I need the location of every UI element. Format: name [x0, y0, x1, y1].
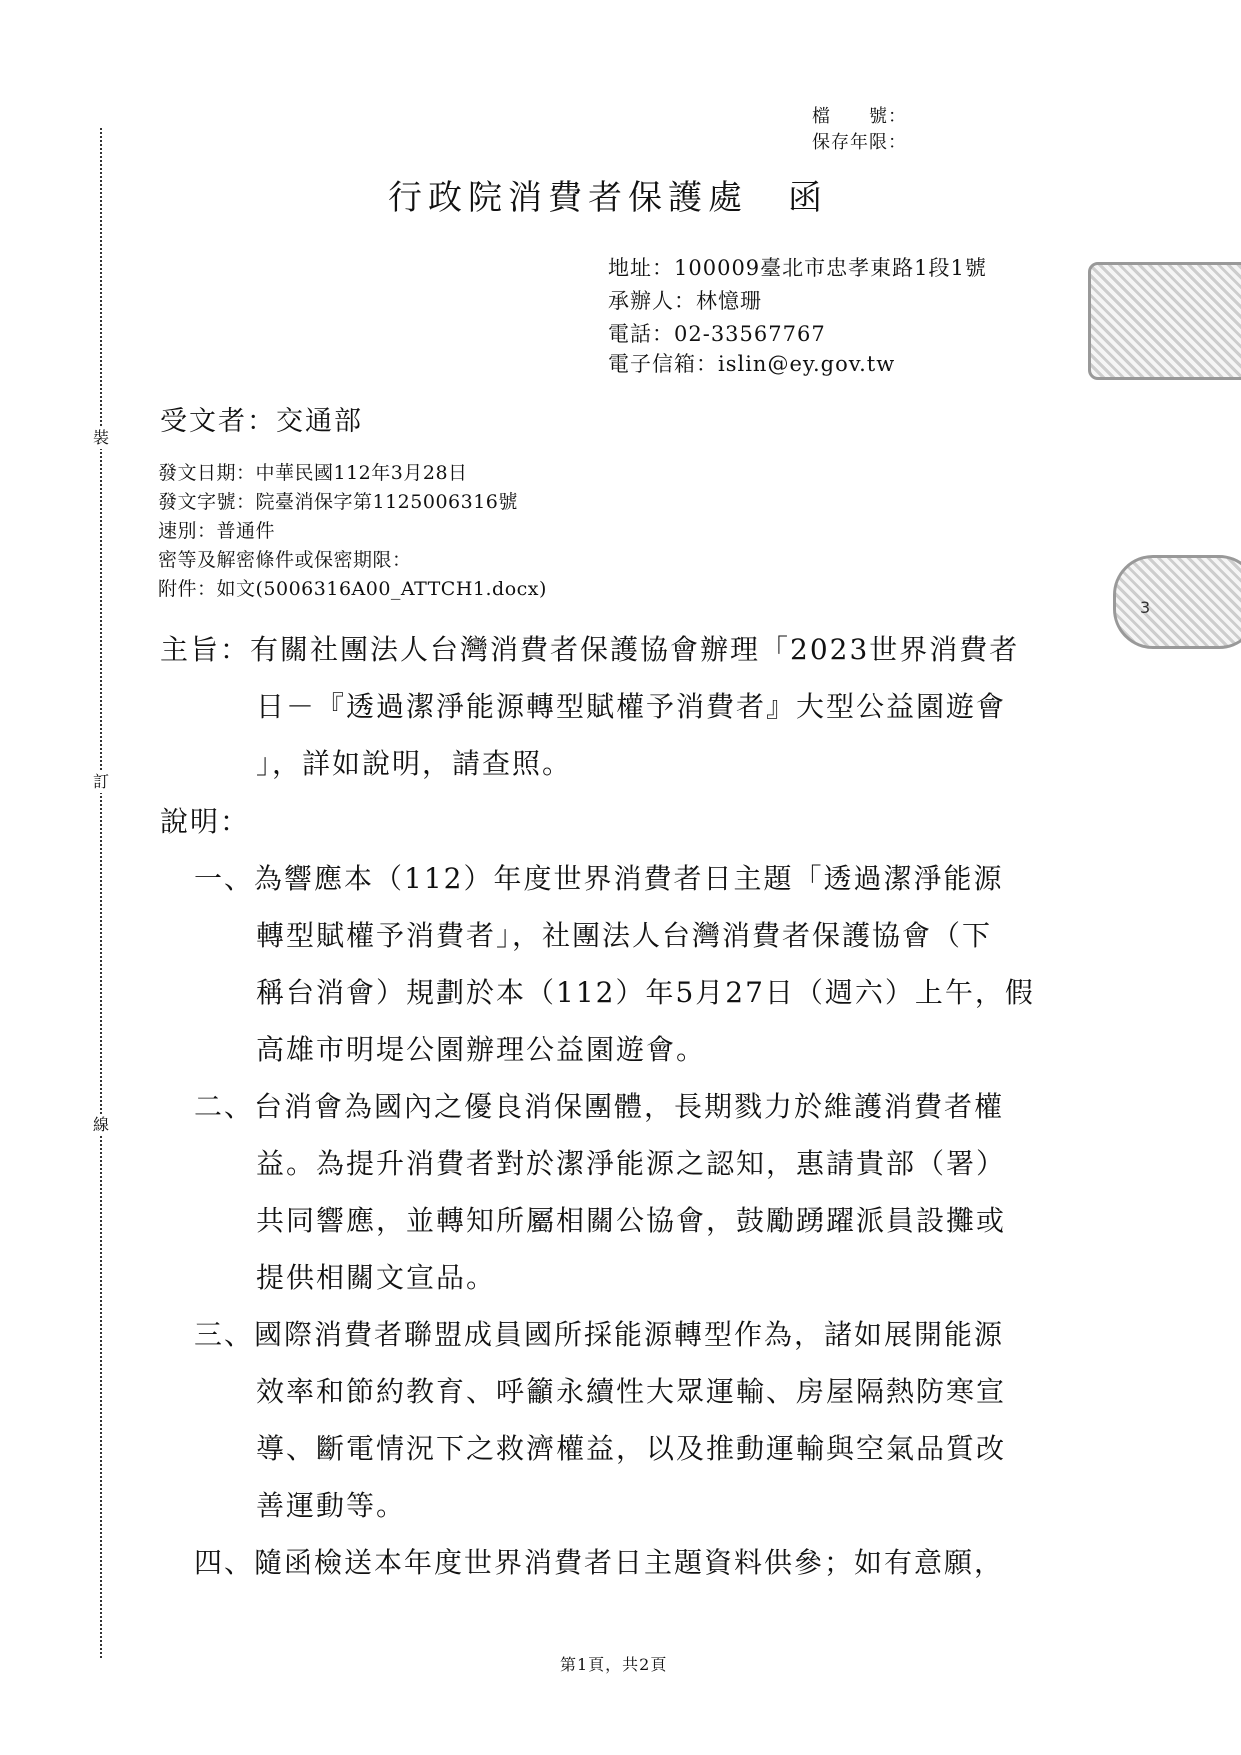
explanation-line: 善運動等。	[256, 1489, 407, 1522]
subject-line: 」，詳如說明，請查照。	[256, 747, 573, 780]
subject-line: 主旨：有關社團法人台灣消費者保護協會辦理「2023世界消費者	[160, 633, 1020, 666]
binding-mark-zhuang: 裝	[92, 428, 109, 447]
explanation-line: 效率和節約教育、呼籲永續性大眾運輸、房屋隔熱防寒宣	[256, 1375, 1007, 1408]
binding-line	[100, 128, 102, 1658]
explanation-line: 一、為響應本（112）年度世界消費者日主題「透過潔淨能源	[194, 862, 1004, 895]
subject-line: 日－『透過潔淨能源轉型賦權予消費者』大型公益園遊會	[256, 690, 1007, 723]
explanation-line: 三、國際消費者聯盟成員國所採能源轉型作為，諸如展開能源	[194, 1318, 1005, 1351]
explanation-line: 稱台消會）規劃於本（112）年5月27日（週六）上午，假	[256, 976, 1035, 1009]
phone-line: 電話：02-33567767	[608, 322, 826, 346]
binding-mark-xian: 線	[92, 1115, 109, 1134]
issue-date: 發文日期：中華民國112年3月28日	[158, 462, 468, 484]
address-line: 地址：100009臺北市忠孝東路1段1號	[608, 256, 987, 280]
stamp-number: 3	[1140, 598, 1151, 617]
explanation-line: 益。為提升消費者對於潔淨能源之認知，惠請貴部（署）	[256, 1147, 1007, 1180]
explanation-line: 轉型賦權予消費者」，社團法人台灣消費者保護協會（下	[256, 919, 993, 952]
speed-class: 速別：普通件	[158, 520, 276, 542]
issue-number: 發文字號：院臺消保字第1125006316號	[158, 491, 518, 513]
email-line: 電子信箱：islin@ey.gov.tw	[608, 352, 896, 376]
document-title: 行政院消費者保護處 函	[388, 178, 828, 218]
binding-mark-ding: 訂	[92, 772, 109, 791]
explanation-line: 導、斷電情況下之救濟權益，以及推動運輸與空氣品質改	[256, 1432, 1007, 1465]
page-number-stamp	[1113, 555, 1241, 649]
recipient: 受文者：交通部	[160, 406, 363, 437]
seal-stamp	[1088, 262, 1241, 380]
explanation-line: 二、台消會為國內之優良消保團體，長期戮力於維護消費者權	[194, 1090, 1005, 1123]
explanation-label: 說明：	[160, 805, 251, 838]
explanation-line: 高雄市明堤公園辦理公益園遊會。	[256, 1033, 707, 1066]
secrecy-level: 密等及解密條件或保密期限：	[158, 549, 412, 571]
handler-line: 承辦人：林憶珊	[608, 289, 762, 313]
retention-period-label: 保存年限：	[812, 132, 907, 153]
attachment: 附件：如文(5006316A00_ATTCH1.docx)	[158, 578, 547, 600]
explanation-line: 提供相關文宣品。	[256, 1261, 497, 1294]
file-number-label: 檔 號：	[812, 106, 907, 127]
explanation-line: 共同響應，並轉知所屬相關公協會，鼓勵踴躍派員設攤或	[256, 1204, 1007, 1237]
explanation-line: 四、隨函檢送本年度世界消費者日主題資料供參；如有意願，	[194, 1546, 1005, 1579]
page-footer: 第1頁，共2頁	[560, 1655, 668, 1674]
